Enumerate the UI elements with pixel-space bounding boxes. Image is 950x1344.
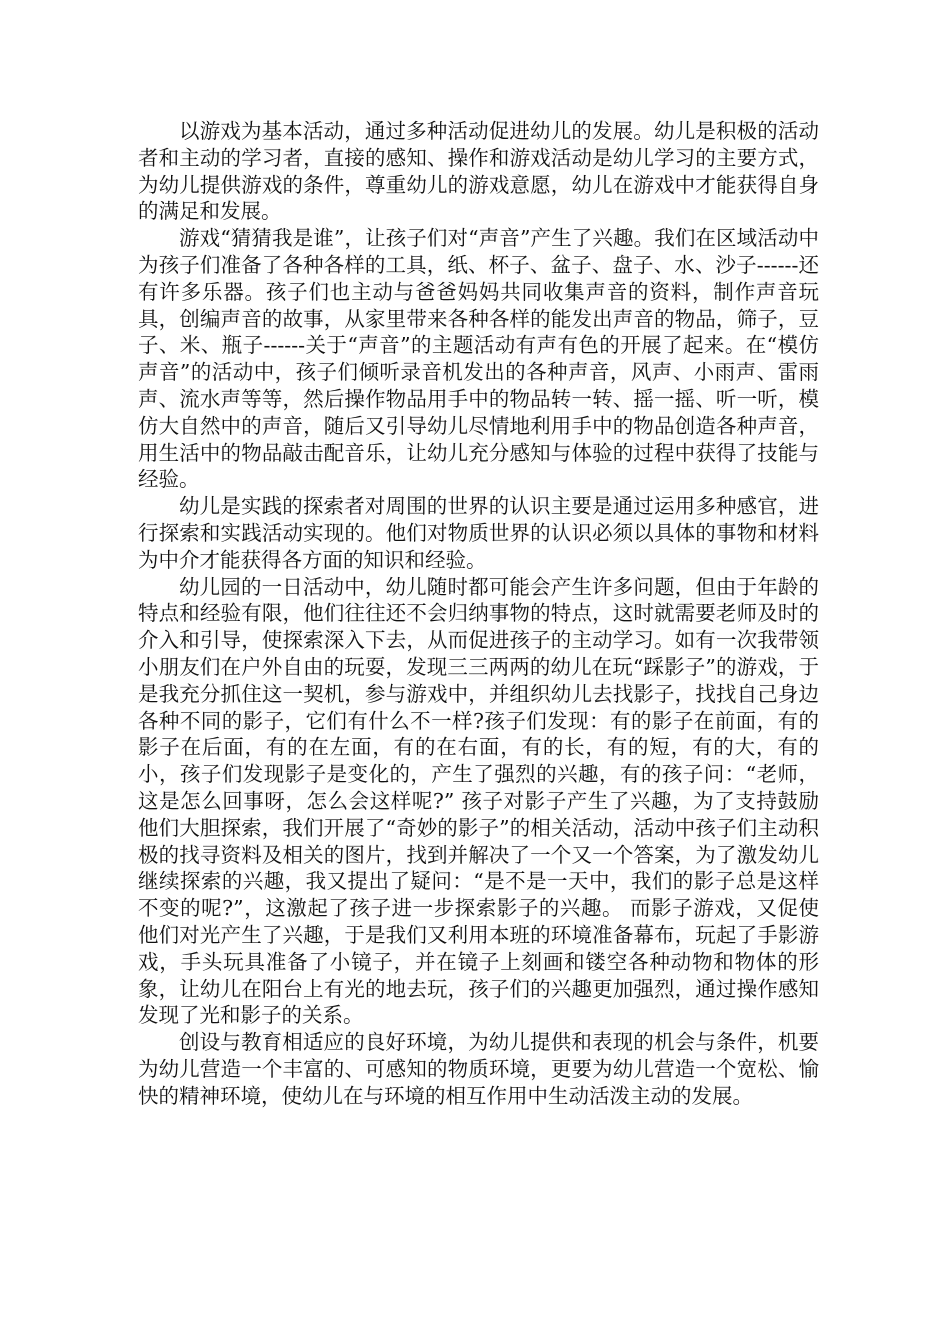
paragraph-learning-environment: 创设与教育相适应的良好环境，为幼儿提供和表现的机会与条件，机要为幼儿营造一个丰富的、可感知的物质环境，更要为幼儿营造一个宽松、愉快的精神环境，使幼儿在与环境的相互作用中生动活泼主动的发展。 bbox=[138, 1030, 819, 1108]
paragraph-sound-theme: 游戏“猜猜我是谁”，让孩子们对“声音”产生了兴趣。我们在区域活动中为孩子们准备了各种各样的工具，纸、杯子、盆子、盘子、水、沙子------还有许多乐器。孩子们也主动与爸爸妈妈共同收集声音的资料，制作声音玩具，创编声音的故事，从家里带来各种各样的能发出声音的物品，筛子，豆子、米、瓶子------关于“声音”的主题活动有声有色的开展了起来。在“模仿声音”的活动中，孩子们倾听录音机发出的各种声音，风声、小雨声、雷雨声、流水声等等，然后操作物品用手中的物品转一转、摇一摇、听一听，模仿大自然中的声音，随后又引导幼儿尽情地利用手中的物品创造各种声音，用生活中的物品敲击配音乐，让幼儿充分感知与体验的过程中获得了技能与经验。 bbox=[138, 226, 819, 492]
paragraph-shadow-exploration: 幼儿园的一日活动中，幼儿随时都可能会产生许多问题，但由于年龄的特点和经验有限，他们往往还不会归纳事物的特点，这时就需要老师及时的介入和引导，使探索深入下去，从而促进孩子的主动学习。如有一次我带领小朋友们在户外自由的玩耍，发现三三两两的幼儿在玩“踩影子”的游戏，于是我充分抓住这一契机，参与游戏中，并组织幼儿去找影子，找找自己身边各种不同的影子，它们有什么不一样?孩子们发现：有的影子在前面，有的影子在后面，有的在左面，有的在右面，有的长，有的短，有的大，有的小，孩子们发现影子是变化的，产生了强烈的兴趣，有的孩子问：“老师，这是怎么回事呀，怎么会这样呢?” 孩子对影子产生了兴趣，为了支持鼓励他们大胆探索，我们开展了“奇妙的影子”的相关活动，活动中孩子们主动积极的找寻资料及相关的图片，找到并解决了一个又一个答案，为了激发幼儿继续探索的兴趣，我又提出了疑问：“是不是一天中，我们的影子总是这样不变的呢?”，这激起了孩子进一步探索影子的兴趣。 而影子游戏，又促使他们对光产生了兴趣，于是我们又利用本班的环境准备幕布，玩起了手影游戏，手头玩具准备了小镜子，并在镜子上刻画和镂空各种动物和物体的形象，让幼儿在阳台上有光的地去玩，孩子们的兴趣更加强烈，通过操作感知发现了光和影子的关系。 bbox=[138, 574, 819, 1028]
paragraph-practical-explorers: 幼儿是实践的探索者对周围的世界的认识主要是通过运用多种感官，进行探索和实践活动实现的。他们对物质世界的认识必须以具体的事物和材料为中介才能获得各方面的知识和经验。 bbox=[138, 494, 819, 572]
paragraph-game-based-activity: 以游戏为基本活动，通过多种活动促进幼儿的发展。幼儿是积极的活动者和主动的学习者，直接的感知、操作和游戏活动是幼儿学习的主要方式，为幼儿提供游戏的条件，尊重幼儿的游戏意愿，幼儿在游戏中才能获得自身的满足和发展。 bbox=[138, 119, 819, 224]
document-body bbox=[138, 118, 819, 1109]
